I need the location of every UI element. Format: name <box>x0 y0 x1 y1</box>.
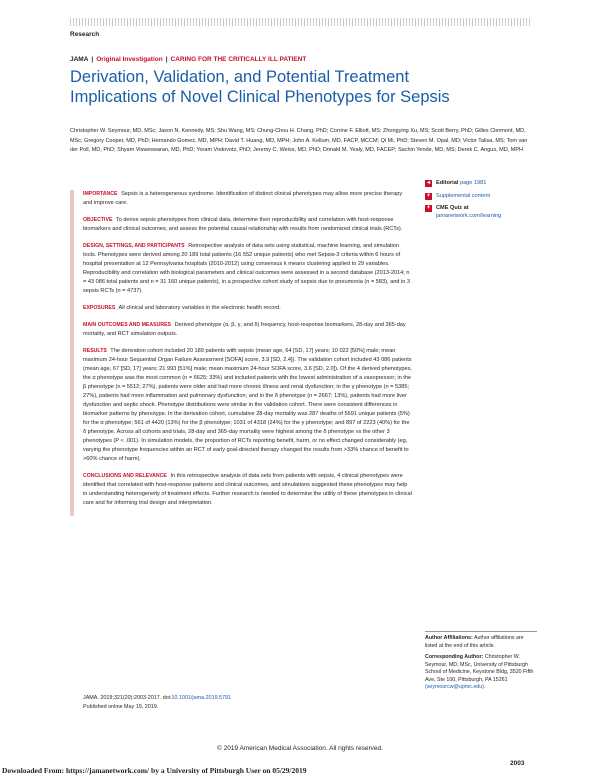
cme-label: CME Quiz at <box>436 205 469 211</box>
abstract-exposures <box>83 304 413 313</box>
supplemental-link[interactable] <box>425 193 535 201</box>
section-label: Research <box>70 31 100 38</box>
editorial-label: Editorial <box>436 180 459 186</box>
abstract-outcomes <box>83 321 413 339</box>
doi-link[interactable]: 10.1001/jama.2019.5791 <box>171 695 232 701</box>
abstract-text: All clinical and laboratory variables in the electronic health record. <box>118 305 281 311</box>
citation-prefix: JAMA. 2019;321(20):2003-2017. doi: <box>83 695 172 701</box>
abstract-heading: OBJECTIVE <box>83 217 113 223</box>
abstract-text: Sepsis is a heterogeneous syndrome. Identification of distinct clinical phenotypes may allow more precise therapy and improve care. <box>83 191 403 206</box>
editorial-link[interactable] <box>425 180 535 188</box>
editorial-page[interactable]: page 1981 <box>459 180 487 186</box>
header-rule <box>70 18 530 26</box>
abstract-text: The derivation cohort included 20 189 patients with sepsis (mean age, 64 [SD, 17] years; 10 022 [50%] male; mean maximum 24-hour Sequential Organ Failure Assessment [SOFA] score, 3.9 [SD, 2.4]). The validation cohort included 43 086 patients (mean age, 67 [SD, 17] years; 21 993 [51%] male; mean maximum 24-hour SOFA score, 3.6 [SD, 2.0]). Of the 4 derived phenotypes, the α phenotype was the most common (n = 6625; 33%) and included patients with the lowest administration of a vasopressor; in the β phenotype (n = 5512; 27%), patients were older and had more chronic illness and renal dysfunction; in the γ phenotype (n = 5385; 27%), patients had more inflammation and pulmonary dysfunction; and in the δ phenotype (n = 2667; 13%), patients had more liver dysfunction and septic shock. Phenotype distributions were similar in the validation cohort. There were consistent differences in biomarker patterns by phenotype. In the derivation cohort, cumulative 28-day mortality was 287 deaths of 5691 unique patients (5%) for the α phenotype; 561 of 4420 (13%) for the β phenotype; 1031 of 4318 (24%) for the γ phenotype; and 897 of 2223 (40%) for the δ phenotype. Across all cohorts and trials, 28-day and 365-day mortality were highest among the δ phenotype vs the other 3 phenotypes (P < .001). In simulation models, the proportion of RCTs reporting benefit, harm, or no effect changed considerably (eg, varying the phenotype frequencies within an RCT of early goal-directed therapy changed the results from >33% chance of benefit to >60% chance of harm). <box>83 348 412 462</box>
affiliations-text: Author affiliations are listed at the end of this article. <box>425 635 524 649</box>
abstract-importance <box>83 190 413 208</box>
arrow-left-icon: ◂ <box>426 180 430 186</box>
abstract-heading: EXPOSURES <box>83 305 116 311</box>
copyright: © 2019 American Medical Association. All rights reserved. <box>217 745 383 752</box>
cme-link[interactable] <box>425 205 535 220</box>
sidebar-links <box>425 180 535 225</box>
abstract-conclusions <box>83 472 413 508</box>
abstract-results <box>83 347 413 464</box>
abstract-text: In this retrospective analysis of data sets from patients with sepsis, 4 clinical phenotypes were identified that correlated with host-response patterns and clinical outcomes, and simulations suggested these phenotypes may help in understanding heterogeneity of treatment effects. Further research is needed to determine the utility of these phenotypes in clinical care and for informing trial design and interpretation. <box>83 473 412 506</box>
abstract-text: Retrospective analysis of data sets using statistical, machine learning, and simulation tools. Phenotypes were derived among 20 189 total patients (16 552 unique patients) who met Sepsis-3 criteria within 6 hours of hospital presentation at 12 Pennsylvania hospitals (2010-2012) using consensus k means clustering applied to 29 variables. Reproducibility and correlation with biological parameters and clinical outcomes were assessed in a second database (2013-2014; n = 43 086 total patients and n = 31 160 unique patients), in a prospective cohort study of sepsis due to pneumonia (n = 583), and in 3 sepsis RCTs (n = 4737). <box>83 243 410 294</box>
abstract-heading: RESULTS <box>83 348 107 354</box>
abstract-heading: DESIGN, SETTINGS, AND PARTICIPANTS <box>83 243 185 249</box>
supplemental-label[interactable]: Supplemental content <box>436 192 491 199</box>
page-number: 2003 <box>510 760 525 767</box>
affiliations-label: Author Affiliations: <box>425 635 473 641</box>
plus-icon: + <box>426 192 431 199</box>
corresponding-text: Christopher W. Seymour, MD, MSc, University of Pittsburgh School of Medicine, Keystone Bldg, 3520 Fifth Ave, Ste 100, Pittsburgh, PA 15261 <box>425 654 534 683</box>
abstract <box>70 190 413 516</box>
abstract-text: Derived phenotype (α, β, γ, and δ) frequency, host-response biomarkers, 28-day and 365-day mortality, and RCT simulation outputs. <box>83 322 406 337</box>
published-date: Published online May 19, 2019. <box>83 703 159 710</box>
abstract-text: To derive sepsis phenotypes from clinical data, determine their reproducibility and correlation with host-response biomarkers and clinical outcomes, and assess the potential causal relationship with results from randomized clinical trials (RCTs). <box>83 217 403 232</box>
abstract-heading: IMPORTANCE <box>83 191 118 197</box>
author-list: Christopher W. Seymour, MD, MSc; Jason N. Kennedy, MS; Shu Wang, MS; Chung-Chou H. Chang, PhD; Corrine F. Elliott, MS; Zhongying Xu, MS; Scott Berry, PhD; Gilles Clermont, MD, MSc; Gregory Cooper, MD, PhD; Hernando Gomez, MD, MPH; David T. Huang, MD, MPH; John A. Kellum, MD, FACP, MCCM; Qi Mi, PhD; Steven M. Opal, MD; Victor Talisa, MS; Tom van der Poll, MD, PhD; Shyam Visweswaran, MD, PhD; Yoram Vodovotz, PhD; Jeremy C. Weiss, MD, PhD; Donald M. Yealy, MD, FACEP; Sachin Yende, MD, MS; Derek C. Angus, MD, MPH <box>70 128 528 153</box>
citation <box>83 694 413 711</box>
abstract-heading: CONCLUSIONS AND RELEVANCE <box>83 473 167 479</box>
article-kicker: JAMA | Original Investigation | CARING FOR THE CRITICALLY ILL PATIENT <box>70 56 307 63</box>
plus-icon: + <box>426 205 431 211</box>
email-link[interactable]: (seymourcw@upmc.edu). <box>425 684 486 690</box>
corresponding-label: Corresponding Author: <box>425 654 484 660</box>
article-type: Original Investigation <box>96 56 163 63</box>
article-series: CARING FOR THE CRITICALLY ILL PATIENT <box>170 56 307 63</box>
cme-url[interactable]: jamanetwork.com/learning <box>436 212 502 219</box>
author-affiliations <box>425 631 537 696</box>
article-title: Derivation, Validation, and Potential Treatment Implications of Novel Clinical Phenotypes for Sepsis <box>70 68 450 106</box>
abstract-objective <box>83 216 413 234</box>
abstract-design <box>83 242 413 296</box>
journal-name: JAMA <box>70 56 89 63</box>
download-notice: Downloaded From: https://jamanetwork.com/ by a University of Pittsburgh User on 05/29/2019 <box>2 766 307 775</box>
abstract-heading: MAIN OUTCOMES AND MEASURES <box>83 322 171 328</box>
